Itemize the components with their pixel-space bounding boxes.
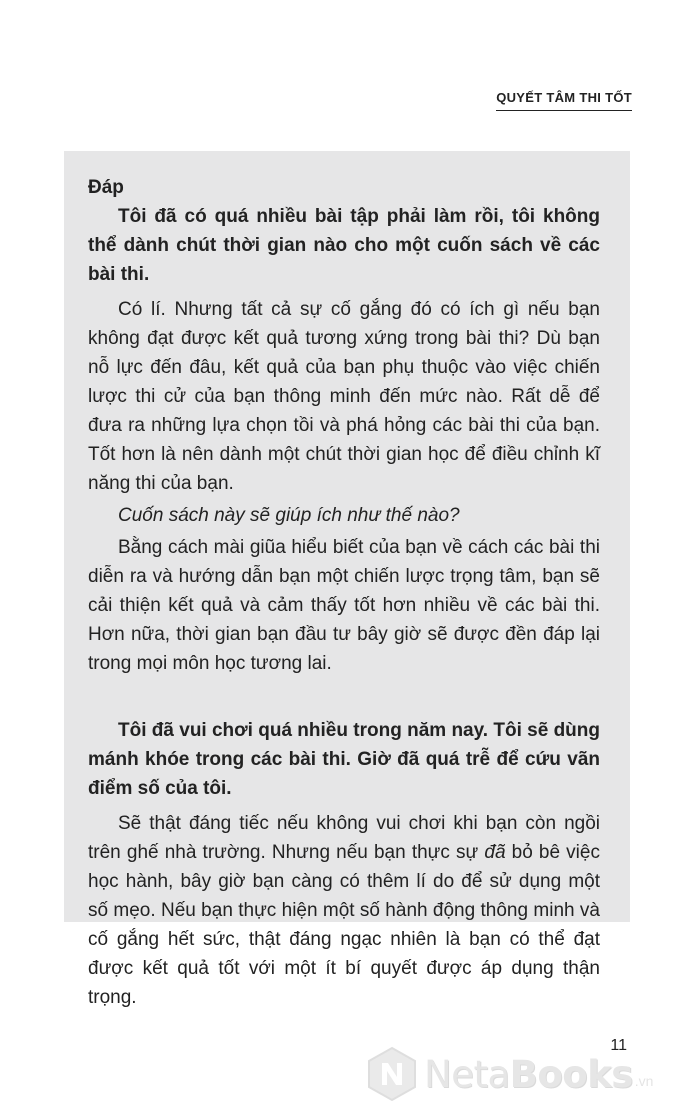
- page-number: 11: [610, 1037, 627, 1054]
- answer-1: Có lí. Nhưng tất cả sự cố gắng đó có ích gì nếu bạn không đạt được kết quả tương xứng trong bài thi? Dù bạn nỗ lực đến đâu, kết quả của bạn phụ thuộc vào việc chiến lược thi cử của bạn thông minh đến mức nào. Rất dễ để đưa ra những lựa chọn tồi và phá hỏng các bài thi của bạn. Tốt hơn là nên dành một chút thời gian học để điều chỉnh kĩ năng thi của bạn.: [88, 299, 600, 494]
- answer-3-emphasis: đã: [484, 842, 506, 863]
- qa-box: [64, 151, 630, 1008]
- watermark-brand-light: Neta: [424, 1052, 510, 1096]
- section-heading: Đáp: [88, 177, 124, 198]
- watermark-brand: [424, 1053, 633, 1096]
- question-1: Tôi đã có quá nhiều bài tập phải làm rồi, tôi không thể dành chút thời gian nào cho một cuốn sách về các bài thi.: [88, 206, 600, 285]
- answer-2: Bằng cách mài giũa hiểu biết của bạn về cách các bài thi diễn ra và hướng dẫn bạn một chiến lược trọng tâm, bạn sẽ cải thiện kết quả và cảm thấy tốt hơn nhiều về các bài thi. Hơn nữa, thời gian bạn đầu tư bây giờ sẽ được đền đáp lại trong mọi môn học tương lai.: [88, 537, 600, 674]
- question-3: Tôi đã vui chơi quá nhiều trong năm nay. Tôi sẽ dùng mánh khóe trong các bài thi. Giờ đã quá trễ để cứu vãn điểm số của tôi.: [88, 720, 600, 799]
- running-head-title: QUYẾT TÂM THI TỐT: [496, 90, 632, 111]
- answer-3-part-1: Sẽ thật đáng tiếc nếu không vui chơi khi bạn còn ngồi trên ghế nhà trường. Nhưng nếu bạn thực sự: [88, 813, 600, 863]
- watermark: [366, 1044, 653, 1104]
- watermark-brand-bold: Books: [509, 1052, 633, 1096]
- netabooks-logo-icon: [366, 1046, 418, 1102]
- answer-3: [88, 809, 600, 1012]
- question-2: Cuốn sách này sẽ giúp ích như thế nào?: [118, 505, 460, 526]
- watermark-domain: .vn: [634, 1073, 654, 1089]
- answer-3-part-2: bỏ bê việc học hành, bây giờ bạn càng có thêm lí do để sử dụng một số mẹo. Nếu bạn thực hiện một số hành động thông minh và cố gắng hết sức, thật đáng ngạc nhiên là bạn có thể đạt được kết quả tốt với một ít bí quyết được áp dụng thận trọng.: [88, 842, 600, 1008]
